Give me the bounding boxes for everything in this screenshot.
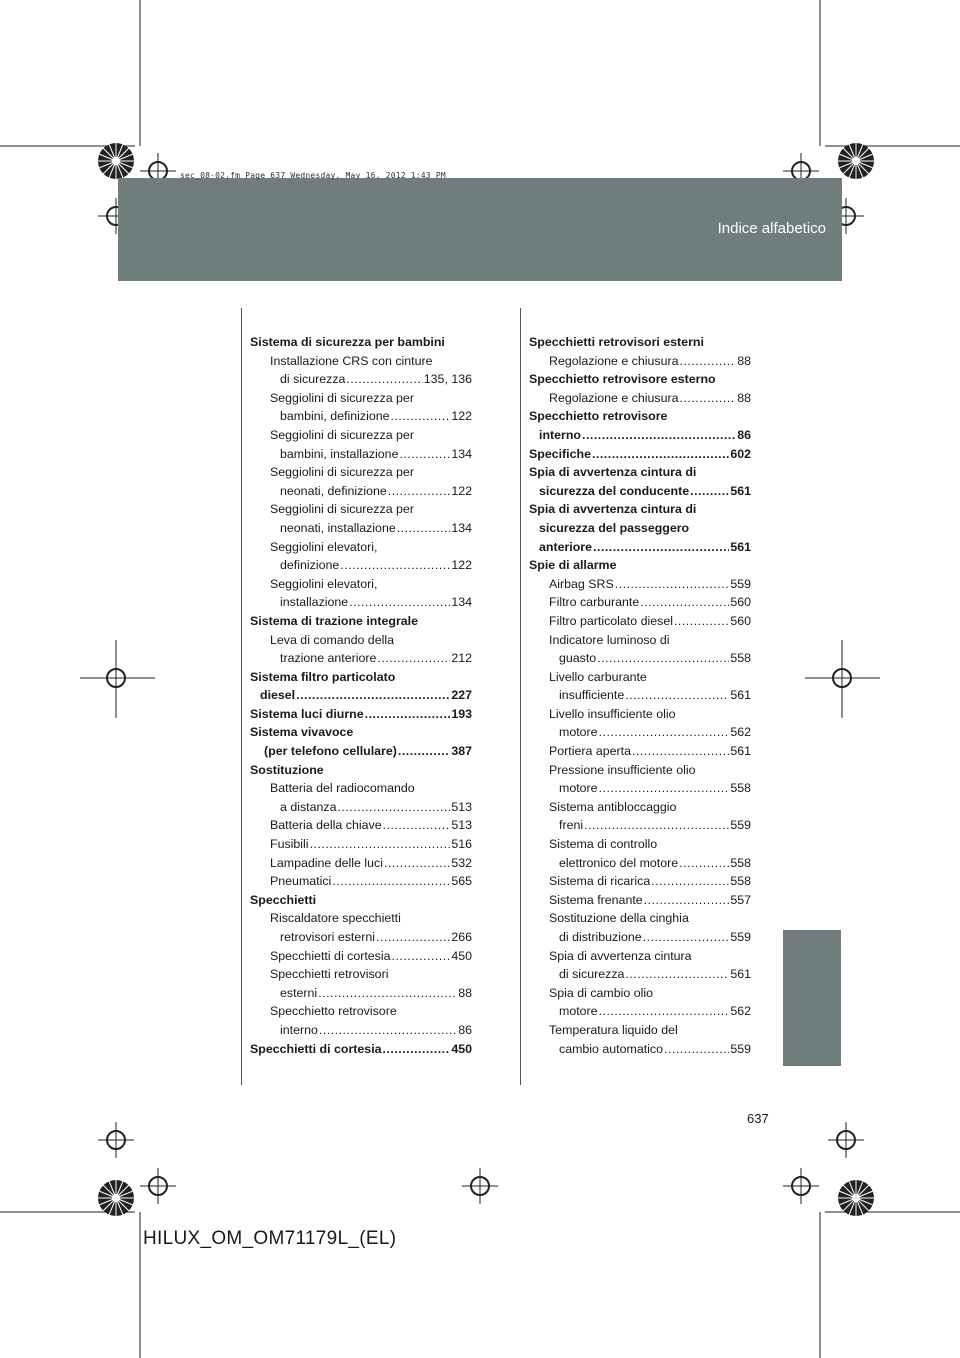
- index-entry-text: Regolazione e chiusura: [549, 353, 679, 368]
- dot-leader: [319, 1021, 457, 1040]
- crosshair-target-icon: [462, 1168, 498, 1204]
- dot-leader: [597, 649, 729, 668]
- index-entry: [250, 445, 472, 464]
- index-heading-line: Batteria del radiocomando: [270, 781, 415, 796]
- index-page-ref: 387: [451, 744, 472, 759]
- index-page-ref: 86: [458, 1022, 472, 1037]
- crosshair-target-icon: [140, 1168, 176, 1204]
- index-entry-text: freni: [559, 818, 584, 833]
- dot-leader: [615, 575, 730, 594]
- index-heading-line: Seggiolini di sicurezza per: [270, 465, 414, 480]
- index-heading-line: Pressione insufficiente olio: [549, 762, 696, 777]
- index-page-ref: 558: [730, 874, 751, 889]
- index-page-ref: 561: [730, 483, 751, 498]
- index-entry-text: di sicurezza: [559, 967, 625, 982]
- dot-leader: [376, 928, 450, 947]
- index-entry-text: Fusibili: [270, 837, 309, 852]
- frame-info-text: sec_08-02.fm Page 637 Wednesday, May 16, 2012 1:43 PM: [180, 171, 446, 180]
- index-page-ref: 532: [451, 855, 472, 870]
- index-entry: [250, 1021, 472, 1040]
- index-entry: [529, 816, 751, 835]
- index-entry: [529, 723, 751, 742]
- index-entry-text: Sistema luci diurne: [250, 706, 364, 721]
- index-page-ref: 565: [451, 874, 472, 889]
- index-entry: [250, 370, 472, 389]
- index-entry-text: definizione: [280, 558, 340, 573]
- index-page-ref: 450: [451, 948, 472, 963]
- index-entry: [250, 649, 472, 668]
- index-entry-text: (per telefono cellulare): [264, 744, 397, 759]
- index-heading-line: Seggiolini di sicurezza per: [270, 427, 414, 442]
- index-page-ref: 266: [451, 930, 472, 944]
- dot-leader: [337, 798, 450, 817]
- dot-leader: [680, 389, 737, 408]
- section-title: Indice alfabetico: [717, 220, 826, 237]
- dot-leader: [398, 742, 450, 761]
- index-heading-line: Leva di comando della: [270, 632, 394, 647]
- index-entry-text: interno: [280, 1022, 318, 1037]
- index-heading-line: Specchietto retrovisore: [529, 409, 668, 424]
- index-entry: [250, 835, 472, 854]
- dot-leader: [340, 556, 450, 575]
- index-entry: [529, 389, 751, 408]
- index-heading-line: Riscaldatore specchietti: [270, 911, 401, 926]
- index-entry-text: Specchietti di cortesia: [250, 1041, 382, 1056]
- index-heading-line: Seggiolini elevatori,: [270, 539, 378, 554]
- index-heading-line: Temperatura liquido del: [549, 1022, 678, 1037]
- index-entry-text: motore: [559, 781, 598, 796]
- index-heading-line: Sistema di sicurezza per bambini: [250, 335, 445, 349]
- index-page-ref: 557: [730, 892, 751, 907]
- index-entry-text: a distanza: [280, 799, 337, 814]
- index-entry-text: neonati, installazione: [280, 520, 396, 535]
- index-entry: [529, 872, 751, 891]
- index-page-ref: 561: [730, 967, 751, 982]
- index-entry-text: Pneumatici: [270, 874, 332, 889]
- dot-leader: [599, 1002, 730, 1021]
- dot-leader: [584, 816, 729, 835]
- index-page-ref: 212: [451, 651, 472, 666]
- dot-leader: [318, 984, 457, 1003]
- index-page-ref: 513: [451, 818, 472, 833]
- index-entry: [529, 426, 751, 445]
- index-entry-text: esterni: [280, 985, 318, 1000]
- index-entry: [250, 854, 472, 873]
- index-entry: [250, 928, 472, 947]
- crosshair-target-icon: [824, 660, 860, 696]
- index-entry: [529, 928, 751, 947]
- index-entry: [529, 649, 751, 668]
- index-entry-text: di sicurezza: [280, 372, 346, 387]
- dot-leader: [632, 742, 729, 761]
- index-entry: [250, 593, 472, 612]
- index-entry-text: bambini, installazione: [280, 446, 399, 461]
- index-entry: [529, 686, 751, 705]
- index-page-ref: 560: [730, 595, 751, 610]
- index-entry-text: Portiera aperta: [549, 744, 631, 759]
- index-entry-text: cambio automatico: [559, 1041, 663, 1056]
- index-page-ref: 86: [737, 427, 751, 442]
- dot-leader: [690, 482, 729, 501]
- index-heading-line: Sistema antibloccaggio: [549, 799, 677, 814]
- index-entry-text: elettronico del motore: [559, 855, 679, 870]
- index-heading-line: Seggiolini di sicurezza per: [270, 502, 414, 517]
- dot-leader: [599, 779, 730, 798]
- index-entry: [250, 984, 472, 1003]
- index-entry: [529, 742, 751, 761]
- index-heading-line: Spia di avvertenza cintura: [549, 948, 692, 963]
- dot-leader: [296, 686, 450, 705]
- page-number: 637: [747, 1111, 769, 1126]
- index-entry-text: Regolazione e chiusura: [549, 390, 679, 405]
- index-page-ref: 558: [730, 855, 751, 870]
- dot-leader: [643, 928, 730, 947]
- index-entry-text: Specchietti di cortesia: [270, 948, 391, 963]
- index-heading-line: Specchietti retrovisori esterni: [529, 335, 704, 349]
- index-page-ref: 559: [730, 1041, 751, 1056]
- index-column-left: [250, 333, 472, 1058]
- index-heading-line: Seggiolini elevatori,: [270, 576, 378, 591]
- index-entry: [250, 686, 472, 705]
- index-entry: [250, 705, 472, 724]
- dot-leader: [377, 649, 450, 668]
- index-entry-text: trazione anteriore: [280, 651, 377, 666]
- index-page-ref: 193: [451, 706, 472, 721]
- index-page-ref: 561: [730, 539, 751, 554]
- index-heading-line: Spia di avvertenza cintura di: [529, 465, 697, 480]
- index-entry-text: Batteria della chiave: [270, 818, 382, 833]
- index-column-right: [529, 333, 751, 1058]
- index-entry: [250, 742, 472, 761]
- dot-leader: [679, 854, 729, 873]
- column-rule-left: [241, 308, 242, 1085]
- index-entry: [250, 407, 472, 426]
- index-page-ref: 134: [451, 595, 472, 610]
- index-page-ref: 559: [730, 818, 751, 833]
- index-entry: [529, 593, 751, 612]
- index-page-ref: 134: [451, 520, 472, 535]
- dot-leader: [599, 723, 730, 742]
- index-entry-text: bambini, definizione: [280, 409, 390, 424]
- index-entry-text: installazione: [280, 595, 349, 610]
- index-heading-line: Spia di cambio olio: [549, 985, 654, 1000]
- index-page-ref: 135, 136: [423, 372, 472, 387]
- dot-leader: [664, 1040, 729, 1059]
- index-heading-line: Sostituzione: [250, 762, 324, 777]
- header-band: [118, 178, 842, 281]
- index-heading-line: Sostituzione della cinghia: [549, 911, 689, 926]
- dot-leader: [582, 426, 736, 445]
- index-entry-text: neonati, definizione: [280, 483, 387, 498]
- index-entry: [529, 612, 751, 631]
- index-heading-line: Livello insufficiente olio: [549, 706, 676, 721]
- document-code: HILUX_OM_OM71179L_(EL): [143, 1228, 397, 1249]
- dot-leader: [346, 370, 422, 389]
- index-entry: [529, 352, 751, 371]
- index-heading-line: Indicatore luminoso di: [549, 632, 670, 647]
- index-page-ref: 122: [451, 483, 472, 498]
- index-entry: [529, 482, 751, 501]
- index-entry: [250, 556, 472, 575]
- index-entry: [529, 1002, 751, 1021]
- index-entry: [529, 538, 751, 557]
- index-heading-line: Livello carburante: [549, 669, 647, 684]
- index-heading-line: Specchietti: [250, 892, 317, 907]
- dot-leader: [384, 854, 450, 873]
- radial-target-icon: [830, 1172, 882, 1224]
- crosshair-target-icon: [828, 1122, 864, 1158]
- index-page-ref: 562: [730, 725, 751, 740]
- index-entry-text: Lampadine delle luci: [270, 855, 383, 870]
- index-page-ref: 122: [451, 558, 472, 573]
- index-heading-line: Sistema di trazione integrale: [250, 613, 419, 628]
- index-entry: [250, 1040, 472, 1059]
- index-page-ref: 562: [730, 1004, 751, 1019]
- index-entry-text: Airbag SRS: [549, 576, 614, 591]
- index-page-ref: 561: [730, 688, 751, 703]
- index-page-ref: 513: [451, 799, 472, 814]
- dot-leader: [399, 445, 450, 464]
- index-entry-text: sicurezza del conducente: [539, 483, 690, 498]
- index-page-ref: 227: [451, 688, 472, 703]
- index-page-ref: 88: [737, 353, 751, 368]
- index-entry-text: Filtro carburante: [549, 595, 640, 610]
- index-heading-line: Sistema di controllo: [549, 837, 658, 852]
- index-heading-line: Spia di avvertenza cintura di: [529, 502, 697, 517]
- dot-leader: [391, 407, 451, 426]
- crosshair-target-icon: [783, 1168, 819, 1204]
- dot-leader: [365, 705, 451, 724]
- index-heading-line: Sistema vivavoce: [250, 725, 354, 740]
- dot-leader: [310, 835, 451, 854]
- dot-leader: [640, 593, 729, 612]
- index-page-ref: 561: [730, 744, 751, 759]
- index-page-ref: 560: [730, 613, 751, 628]
- dot-leader: [332, 872, 450, 891]
- crosshair-target-icon: [98, 660, 134, 696]
- index-page-ref: 516: [451, 837, 472, 852]
- index-entry: [250, 816, 472, 835]
- index-page-ref: 134: [451, 446, 472, 461]
- index-heading-line: Seggiolini di sicurezza per: [270, 390, 414, 405]
- dot-leader: [593, 538, 729, 557]
- dot-leader: [349, 593, 450, 612]
- dot-leader: [625, 965, 729, 984]
- index-entry: [250, 872, 472, 891]
- dot-leader: [625, 686, 729, 705]
- index-entry-text: retrovisori esterni: [280, 930, 376, 944]
- index-entry-text: Sistema frenante: [549, 892, 643, 907]
- index-entry-text: diesel: [260, 688, 296, 703]
- index-page-ref: 450: [451, 1041, 472, 1056]
- index-page-ref: 559: [730, 930, 751, 944]
- index-entry: [250, 798, 472, 817]
- index-heading-line: Specchietto retrovisore: [270, 1004, 397, 1019]
- dot-leader: [680, 352, 737, 371]
- index-entry: [529, 779, 751, 798]
- index-page-ref: 559: [730, 576, 751, 591]
- index-entry-text: motore: [559, 1004, 598, 1019]
- index-entry: [250, 482, 472, 501]
- index-entry: [529, 965, 751, 984]
- index-page-ref: 558: [730, 781, 751, 796]
- index-heading-line: Installazione CRS con cinture: [270, 353, 433, 368]
- dot-leader: [651, 872, 729, 891]
- index-entry: [529, 854, 751, 873]
- index-heading-line: sicurezza del passeggero: [539, 520, 690, 535]
- dot-leader: [644, 891, 730, 910]
- index-heading-line: Specchietto retrovisore esterno: [529, 372, 716, 387]
- index-page-ref: 122: [451, 409, 472, 424]
- index-entry: [529, 891, 751, 910]
- dot-leader: [383, 816, 451, 835]
- index-page-ref: 558: [730, 651, 751, 666]
- index-page-ref: 88: [458, 985, 472, 1000]
- dot-leader: [388, 482, 451, 501]
- crosshair-target-icon: [98, 1122, 134, 1158]
- index-heading-line: Specchietti retrovisori: [270, 967, 389, 982]
- index-entry-text: Specifiche: [529, 446, 591, 461]
- index-heading-line: Spie di allarme: [529, 558, 617, 573]
- index-page-ref: 602: [730, 446, 751, 461]
- index-heading-line: Sistema filtro particolato: [250, 669, 396, 684]
- dot-leader: [392, 947, 451, 966]
- index-entry-text: di distribuzione: [559, 930, 642, 944]
- index-entry-text: Sistema di ricarica: [549, 874, 651, 889]
- dot-leader: [397, 519, 451, 538]
- dot-leader: [383, 1040, 451, 1059]
- index-entry: [250, 519, 472, 538]
- radial-target-icon: [90, 1172, 142, 1224]
- index-entry: [529, 445, 751, 464]
- index-entry: [250, 947, 472, 966]
- index-entry-text: motore: [559, 725, 598, 740]
- dot-leader: [592, 445, 729, 464]
- index-entry-text: interno: [539, 427, 581, 442]
- index-entry: [529, 575, 751, 594]
- index-entry-text: Filtro particolato diesel: [549, 613, 673, 628]
- index-page-ref: 88: [737, 390, 751, 405]
- dot-leader: [674, 612, 729, 631]
- index-entry-text: guasto: [559, 651, 597, 666]
- section-side-tab: [783, 930, 841, 1066]
- index-entry: [529, 1040, 751, 1059]
- index-entry-text: insufficiente: [559, 688, 625, 703]
- index-entry-text: anteriore: [539, 539, 593, 554]
- column-rule-middle: [520, 308, 521, 1085]
